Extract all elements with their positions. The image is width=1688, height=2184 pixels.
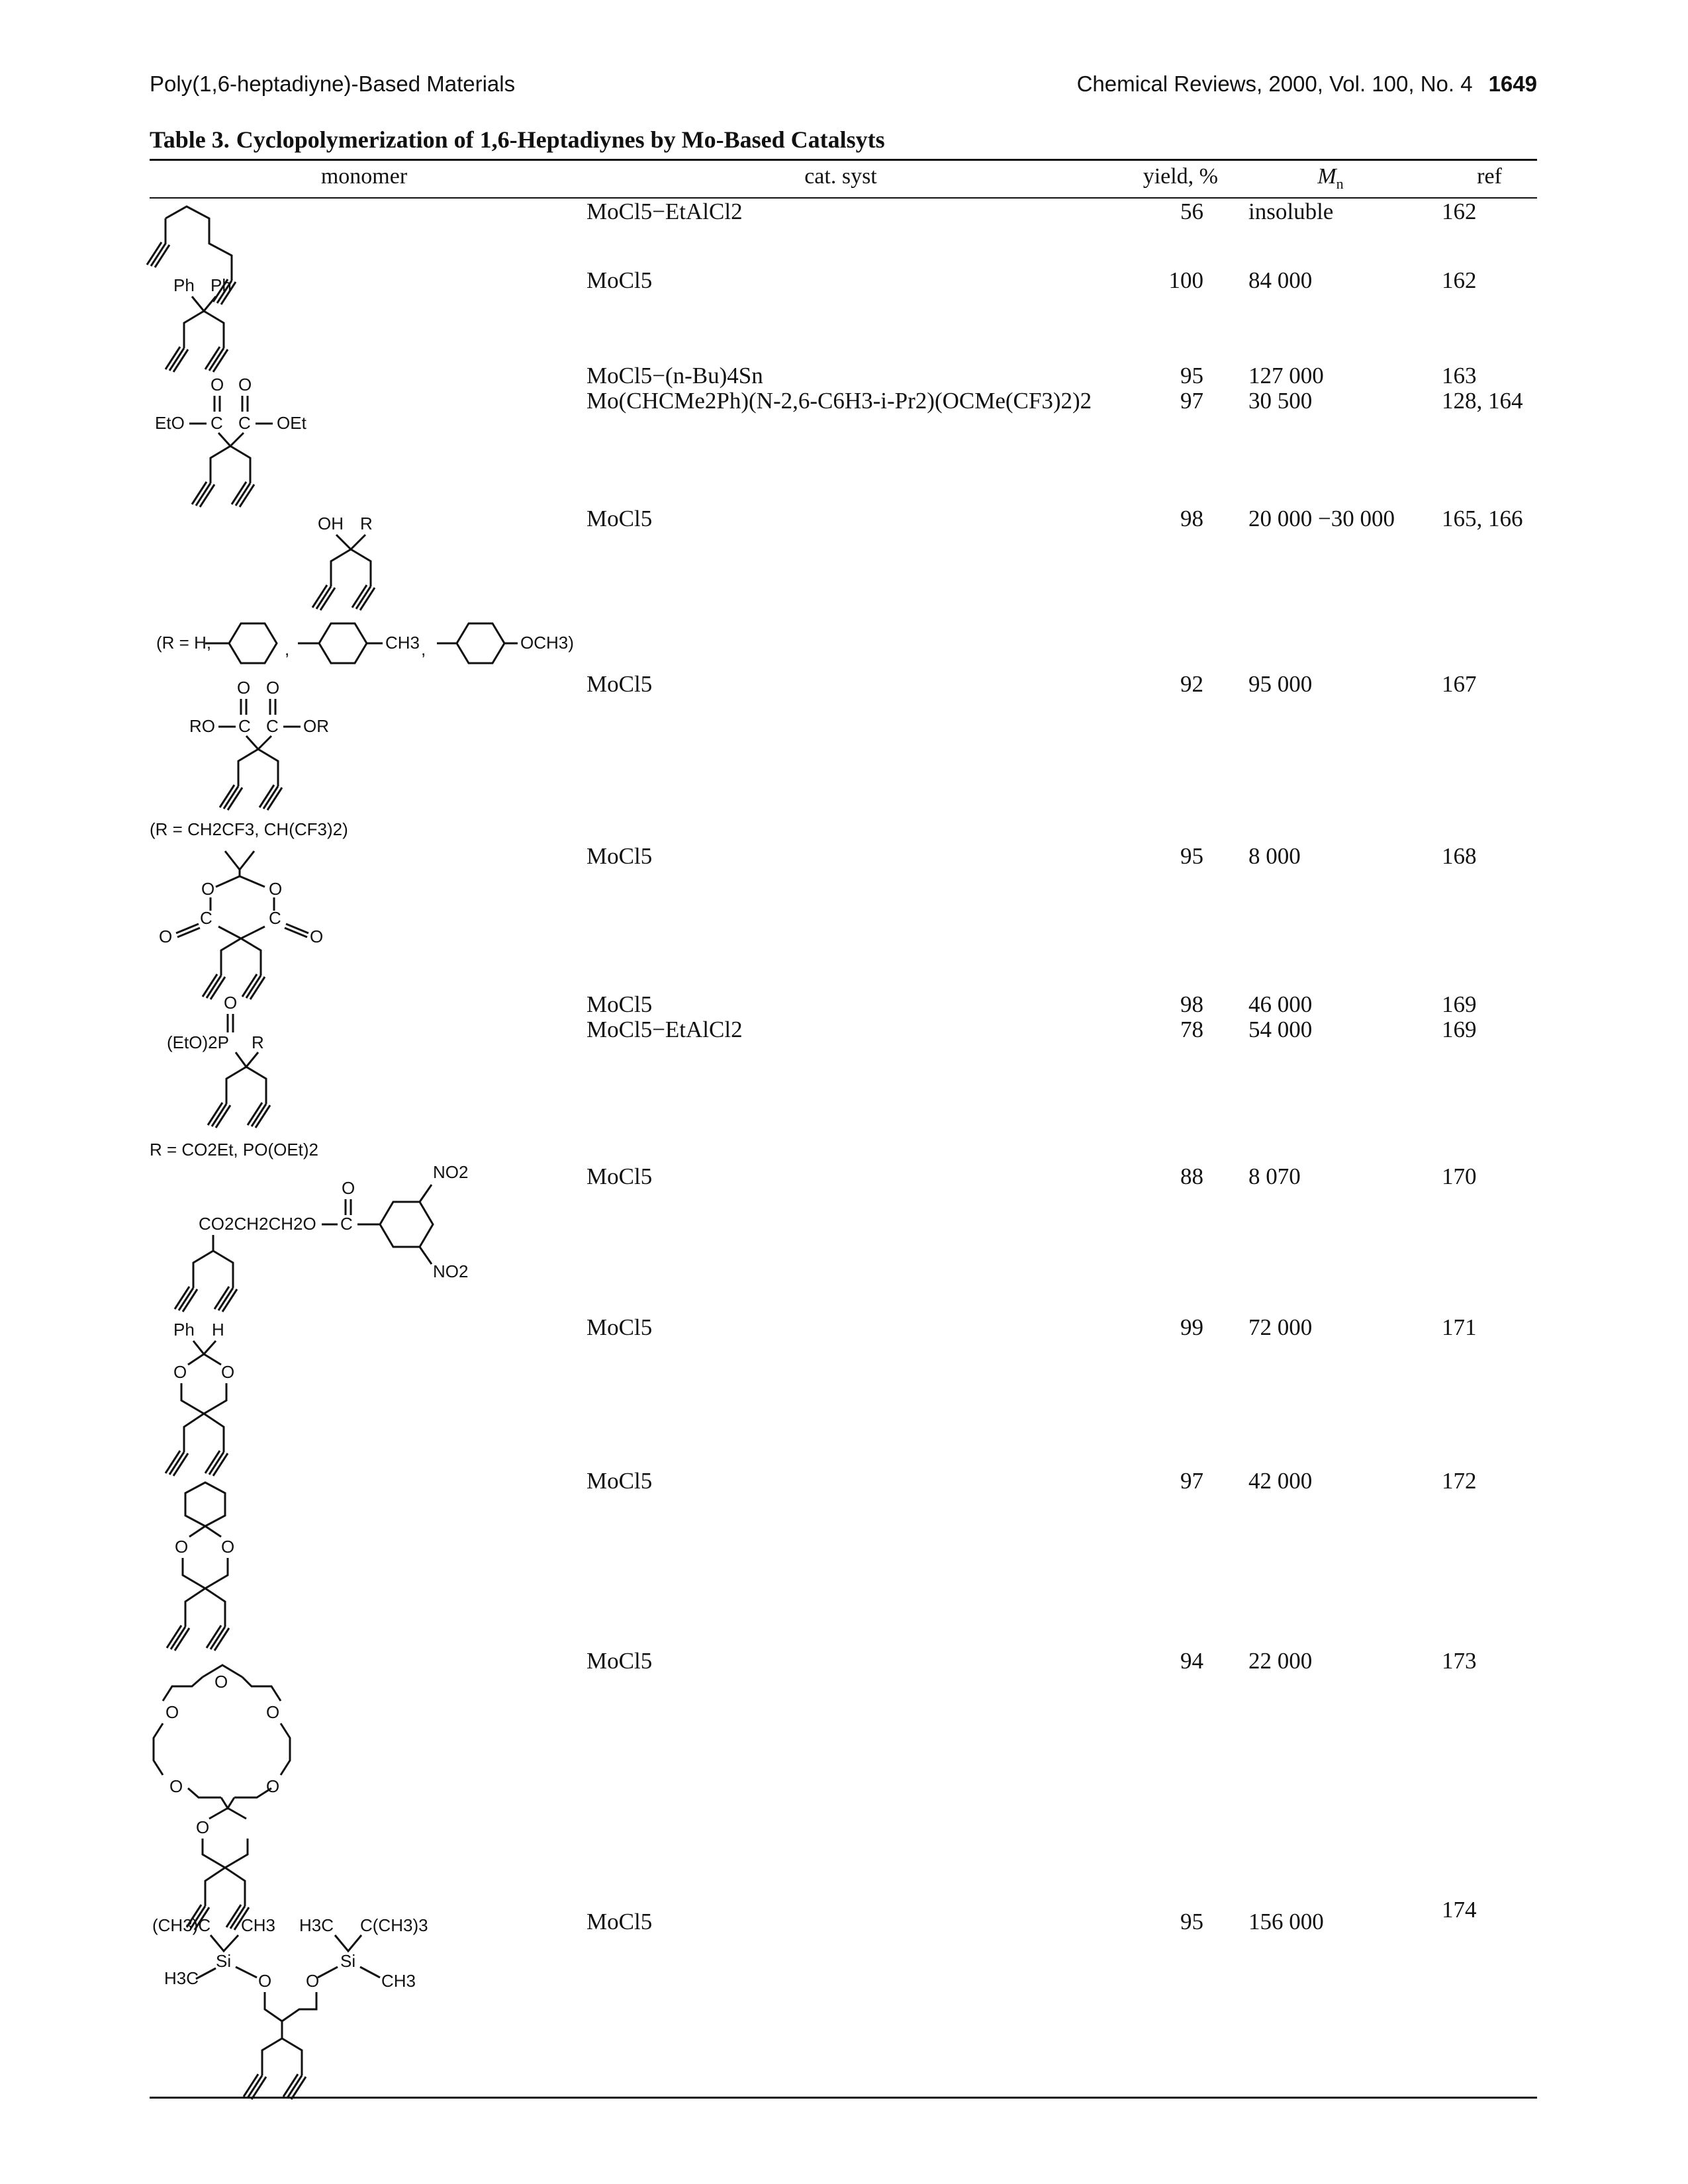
svg-text:H3C: H3C: [164, 1968, 199, 1988]
cell-yield: 98: [1180, 506, 1203, 531]
svg-text:OR: OR: [303, 716, 329, 736]
svg-text:O: O: [342, 1178, 355, 1198]
cell-mn: 127 000: [1248, 363, 1324, 388]
cell-yield: 97: [1180, 388, 1203, 414]
svg-text:,: ,: [421, 639, 426, 659]
table-top-rule: [150, 159, 1537, 161]
structure-meldrums-acid: [159, 851, 323, 999]
svg-text:O: O: [237, 678, 251, 698]
svg-text:(EtO)2P: (EtO)2P: [167, 1032, 229, 1052]
cell-cat-syst: MoCl5: [586, 1909, 653, 1934]
cell-cat-syst: MoCl5: [586, 1468, 653, 1494]
svg-text:O: O: [269, 879, 283, 899]
svg-text:NO2: NO2: [433, 1261, 469, 1281]
svg-text:,: ,: [285, 639, 290, 659]
cell-ref: 168: [1442, 843, 1477, 869]
cell-mn: insoluble: [1248, 199, 1334, 224]
mn-subscript: n: [1336, 175, 1344, 192]
column-header-yield: yield, %: [1143, 164, 1218, 189]
column-header-monomer: monomer: [320, 164, 408, 189]
cell-mn: 8 070: [1248, 1163, 1301, 1189]
svg-text:Si: Si: [340, 1951, 356, 1971]
svg-text:R = CO2Et, PO(OEt)2: R = CO2Et, PO(OEt)2: [150, 1140, 319, 1160]
svg-text:CO2CH2CH2O: CO2CH2CH2O: [199, 1214, 316, 1234]
structure-crown-ether: [154, 1665, 290, 1930]
cell-yield: 95: [1180, 1909, 1203, 1934]
table-title: Cyclopolymerization of 1,6-Heptadiynes by Mo-Based Catalsyts: [236, 126, 885, 153]
cell-yield: 98: [1180, 991, 1203, 1017]
cell-ref: 163: [1442, 363, 1477, 388]
svg-text:EtO: EtO: [155, 413, 185, 433]
cell-cat-syst: MoCl5−(n-Bu)4Sn: [586, 363, 763, 388]
cell-mn: 42 000: [1248, 1468, 1313, 1494]
structure-fluoroalkyl-malonate: [150, 678, 348, 839]
svg-text:O: O: [310, 927, 324, 946]
cell-ref: 174: [1442, 1897, 1477, 1923]
cell-mn: 72 000: [1248, 1314, 1313, 1340]
cell-yield: 56: [1180, 199, 1203, 224]
structure-carbinol: [156, 514, 574, 663]
svg-text:Ph: Ph: [173, 275, 195, 295]
cell-cat-syst: MoCl5: [586, 506, 653, 531]
svg-text:(R = CH2CF3, CH(CF3)2): (R = CH2CF3, CH(CF3)2): [150, 819, 348, 839]
cell-ref: 170: [1442, 1163, 1477, 1189]
cell-yield: 92: [1180, 671, 1203, 697]
svg-text:NO2: NO2: [433, 1162, 469, 1182]
cell-yield: 95: [1180, 363, 1203, 388]
cell-ref: 165, 166: [1442, 506, 1523, 531]
table-bottom-rule: [150, 2097, 1537, 2099]
cell-mn: 30 500: [1248, 388, 1313, 414]
cell-ref: 162: [1442, 267, 1477, 293]
svg-text:(CH3)C: (CH3)C: [152, 1915, 211, 1935]
structure-diphenyl-heptadiyne: [165, 275, 232, 372]
svg-text:O: O: [159, 927, 173, 946]
cell-ref: 173: [1442, 1648, 1477, 1674]
cell-mn: 8 000: [1248, 843, 1301, 869]
svg-text:C: C: [238, 413, 251, 433]
cell-cat-syst: MoCl5−EtAlCl2: [586, 1017, 743, 1042]
cell-mn: 22 000: [1248, 1648, 1313, 1674]
cell-cat-syst: MoCl5−EtAlCl2: [586, 199, 743, 224]
svg-text:Si: Si: [216, 1951, 232, 1971]
svg-text:Ph: Ph: [211, 275, 232, 295]
structure-dinitrobenzoate: [175, 1162, 468, 1312]
svg-text:O: O: [196, 1817, 210, 1837]
cell-cat-syst: MoCl5: [586, 1314, 653, 1340]
cell-yield: 95: [1180, 843, 1203, 869]
svg-text:C: C: [269, 908, 281, 928]
structure-cyclohexylidene-ketal: [167, 1482, 234, 1651]
cell-cat-syst: MoCl5: [586, 671, 653, 697]
svg-text:OCH3): OCH3): [520, 633, 574, 653]
cell-ref: 169: [1442, 991, 1477, 1017]
svg-text:O: O: [266, 678, 280, 698]
cell-ref: 169: [1442, 1017, 1477, 1042]
svg-text:O: O: [169, 1776, 183, 1796]
svg-text:O: O: [238, 375, 252, 394]
svg-text:O: O: [306, 1971, 320, 1991]
svg-text:C: C: [238, 716, 251, 736]
svg-text:(R = H,: (R = H,: [156, 633, 212, 653]
svg-text:OEt: OEt: [277, 413, 306, 433]
column-header-mn: [1264, 164, 1397, 193]
svg-text:OH: OH: [318, 514, 344, 533]
svg-text:O: O: [221, 1537, 235, 1557]
svg-text:CH3: CH3: [241, 1915, 276, 1935]
table-caption: [150, 126, 885, 154]
cell-ref: 172: [1442, 1468, 1477, 1494]
svg-text:O: O: [266, 1776, 280, 1796]
cell-cat-syst: MoCl5: [586, 1648, 653, 1674]
cell-ref: 128, 164: [1442, 388, 1523, 414]
cell-ref: 171: [1442, 1314, 1477, 1340]
cell-mn: 156 000: [1248, 1909, 1324, 1934]
cell-yield: 100: [1168, 267, 1203, 293]
svg-text:C: C: [211, 413, 223, 433]
svg-text:R: R: [360, 514, 373, 533]
cell-mn: 84 000: [1248, 267, 1313, 293]
svg-text:C: C: [340, 1214, 353, 1234]
svg-text:O: O: [175, 1537, 189, 1557]
svg-text:H3C: H3C: [299, 1915, 334, 1935]
column-header-cat-syst: cat. syst: [804, 164, 877, 189]
table-label: Table 3.: [150, 126, 230, 153]
journal-citation: Chemical Reviews, 2000, Vol. 100, No. 4: [1076, 71, 1473, 96]
page-number: 1649: [1488, 71, 1537, 96]
cell-yield: 78: [1180, 1017, 1203, 1042]
cell-mn: 54 000: [1248, 1017, 1313, 1042]
svg-text:O: O: [214, 1672, 228, 1692]
running-header-journal: [1077, 71, 1537, 97]
structure-phosphonate: [150, 993, 318, 1160]
svg-text:O: O: [211, 375, 224, 394]
svg-text:R: R: [252, 1032, 264, 1052]
svg-text:O: O: [173, 1362, 187, 1382]
cell-mn: 95 000: [1248, 671, 1313, 697]
svg-text:C: C: [266, 716, 279, 736]
cell-yield: 94: [1180, 1648, 1203, 1674]
svg-text:Ph: Ph: [173, 1320, 195, 1340]
cell-yield: 99: [1180, 1314, 1203, 1340]
svg-text:O: O: [165, 1702, 179, 1722]
svg-text:O: O: [266, 1702, 280, 1722]
structure-bis-silyl-ether: [152, 1915, 428, 2099]
structure-benzylidene-acetal: [165, 1320, 234, 1476]
svg-text:RO: RO: [189, 716, 215, 736]
svg-text:C: C: [200, 908, 212, 928]
cell-cat-syst: MoCl5: [586, 991, 653, 1017]
cell-yield: 97: [1180, 1468, 1203, 1494]
cell-ref: 162: [1442, 199, 1477, 224]
svg-text:O: O: [221, 1362, 235, 1382]
svg-text:O: O: [224, 993, 238, 1013]
cell-mn: 20 000 −30 000: [1248, 506, 1395, 531]
svg-text:O: O: [258, 1971, 272, 1991]
svg-text:CH3: CH3: [381, 1971, 416, 1991]
cell-mn: 46 000: [1248, 991, 1313, 1017]
svg-text:C(CH3)3: C(CH3)3: [360, 1915, 428, 1935]
mn-symbol: M: [1317, 164, 1336, 189]
cell-yield: 88: [1180, 1163, 1203, 1189]
svg-text:O: O: [201, 879, 215, 899]
cell-cat-syst: MoCl5: [586, 1163, 653, 1189]
running-header-title: Poly(1,6-heptadiyne)-Based Materials: [150, 71, 516, 96]
cell-cat-syst: MoCl5: [586, 843, 653, 869]
structure-heptadiyne: [147, 206, 236, 304]
cell-cat-syst: MoCl5: [586, 267, 653, 293]
cell-cat-syst: Mo(CHCMe2Ph)(N-2,6-C6H3-i-Pr2)(OCMe(CF3)2)2: [586, 388, 1092, 414]
svg-text:H: H: [212, 1320, 224, 1340]
structure-diethyl-malonate: [155, 375, 307, 507]
column-header-ref: ref: [1477, 164, 1502, 189]
cell-ref: 167: [1442, 671, 1477, 697]
svg-text:CH3: CH3: [385, 633, 420, 653]
